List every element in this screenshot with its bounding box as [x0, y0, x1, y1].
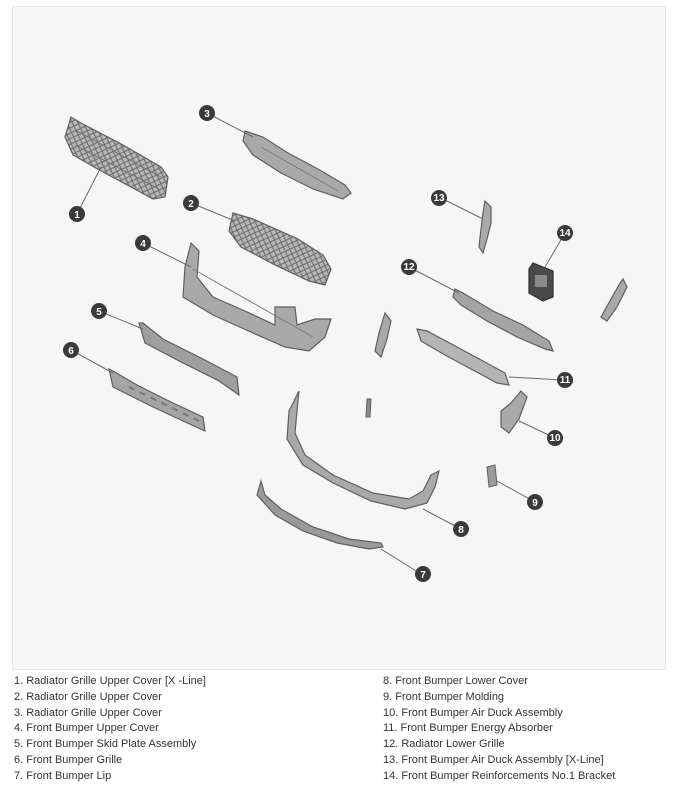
part-10-front-bumper-air-duck-assembly — [501, 391, 527, 433]
callout-13 — [431, 190, 447, 206]
legend-item: 13. Front Bumper Air Duck Assembly [X-Line] — [383, 753, 604, 766]
svg-text:3: 3 — [204, 109, 210, 120]
svg-text:7: 7 — [420, 570, 426, 581]
part-9-front-bumper-molding — [487, 465, 497, 487]
callout-8 — [453, 521, 469, 537]
callout-11 — [557, 372, 573, 388]
legend-column-left — [14, 674, 206, 785]
svg-text:10: 10 — [549, 433, 561, 444]
svg-text:13: 13 — [433, 193, 445, 204]
legend-item: 12. Radiator Lower Grille — [383, 738, 505, 751]
svg-text:2: 2 — [188, 199, 194, 210]
right-side-bracket-part — [601, 279, 627, 321]
svg-text:1: 1 — [74, 210, 80, 221]
legend-item: 11. Front Bumper Energy Absorber — [383, 722, 553, 735]
callout-10 — [547, 430, 563, 446]
legend-item: 6. Front Bumper Grille — [14, 753, 123, 766]
left-side-bracket-part — [375, 313, 391, 357]
legend-item: 5. Front Bumper Skid Plate Assembly — [14, 738, 197, 751]
part-13-front-bumper-air-duck-assembly-xline — [479, 201, 491, 253]
callout-12 — [401, 259, 417, 275]
legend-item: 7. Front Bumper Lip — [14, 769, 112, 782]
legend-column-right — [383, 674, 615, 785]
small-clip-part — [366, 399, 371, 417]
part-3-radiator-grille-upper-cover — [243, 131, 351, 199]
legend-item: 9. Front Bumper Molding — [383, 690, 505, 703]
part-8-front-bumper-lower-cover — [287, 391, 439, 509]
part-5-front-bumper-skid-plate-assembly — [139, 323, 239, 395]
part-1-radiator-grille-upper-cover-xline — [65, 117, 168, 199]
diagram-canvas — [13, 7, 667, 671]
part-11-front-bumper-energy-absorber — [417, 329, 509, 385]
exploded-parts-diagram — [12, 6, 666, 670]
callout-3 — [199, 105, 215, 121]
callout-9 — [527, 494, 543, 510]
part-2-radiator-grille-upper-cover — [229, 213, 331, 285]
callout-5 — [91, 303, 107, 319]
callout-7 — [415, 566, 431, 582]
legend-item: 10. Front Bumper Air Duck Assembly — [383, 706, 563, 719]
legend-item: 1. Radiator Grille Upper Cover [X -Line] — [14, 675, 206, 687]
part-14-front-bumper-reinforcements-bracket — [529, 263, 553, 301]
legend-item: 3. Radiator Grille Upper Cover — [14, 706, 162, 719]
legend-item: 2. Radiator Grille Upper Cover — [14, 690, 162, 703]
svg-text:12: 12 — [403, 262, 415, 273]
legend-item: 4. Front Bumper Upper Cover — [14, 722, 159, 735]
svg-text:4: 4 — [140, 239, 146, 250]
legend-item: 14. Front Bumper Reinforcements No.1 Bracket — [383, 769, 616, 782]
part-6-front-bumper-grille — [109, 369, 205, 431]
svg-text:9: 9 — [532, 498, 538, 509]
callout-14 — [557, 225, 573, 241]
svg-text:14: 14 — [559, 228, 571, 239]
legend-item: 8. Front Bumper Lower Cover — [383, 675, 528, 687]
callout-2 — [183, 195, 199, 211]
svg-text:5: 5 — [96, 307, 102, 318]
svg-text:11: 11 — [559, 375, 571, 386]
parts-legend — [0, 674, 678, 790]
callout-6 — [63, 342, 79, 358]
svg-text:8: 8 — [458, 525, 464, 536]
callout-1 — [69, 206, 85, 222]
callout-4 — [135, 235, 151, 251]
svg-text:6: 6 — [68, 346, 74, 357]
